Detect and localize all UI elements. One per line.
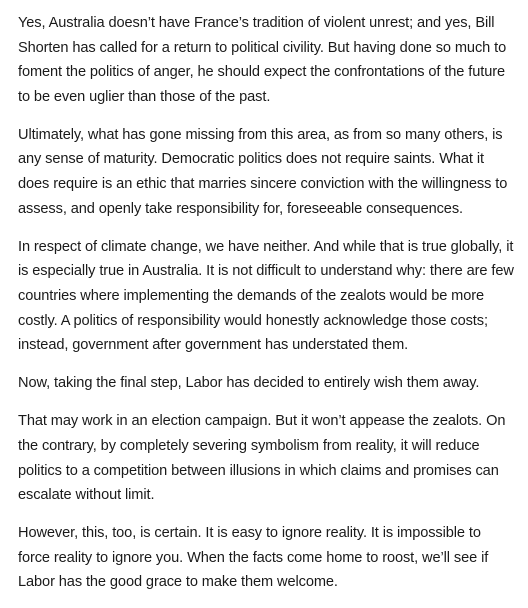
article-paragraph-6: However, this, too, is certain. It is easy to ignore reality. It is impossible to force reality to ignore you. When the facts come home to roost, we’ll see if Labor has the good grace to make them welcome. <box>18 525 489 591</box>
article-paragraph-5: That may work in an election campaign. But it won’t appease the zealots. On the contrary, by completely severing symbolism from reality, it will reduce politics to a competition between illusions in which claims and promises can escalate without limit. <box>18 413 506 504</box>
article-paragraph-1: Yes, Australia doesn’t have France’s tradition of violent unrest; and yes, Bill Shorten has called for a return to political civility. But having done so much to foment the politics of anger, he should expect the confrontations of the future to be even uglier than those of the past. <box>18 15 507 105</box>
article-paragraph-4: Now, taking the final step, Labor has decided to entirely wish them away. <box>18 375 480 392</box>
article-body <box>18 11 514 608</box>
article-paragraph-3: In respect of climate change, we have neither. And while that is true globally, it is especially true in Australia. It is not difficult to understand why: there are few countries where implementing the demands of the zealots would be more costly. A politics of responsibility would honestly acknowledge those costs; instead, government after government has understated them. <box>18 238 514 354</box>
article-paragraph-2: Ultimately, what has gone missing from this area, as from so many others, is any sense of maturity. Democratic politics does not require saints. What it does require is an ethic that marries sincere conviction with the willingness to assess, and openly take responsibility for, foreseeable consequences. <box>18 126 508 217</box>
